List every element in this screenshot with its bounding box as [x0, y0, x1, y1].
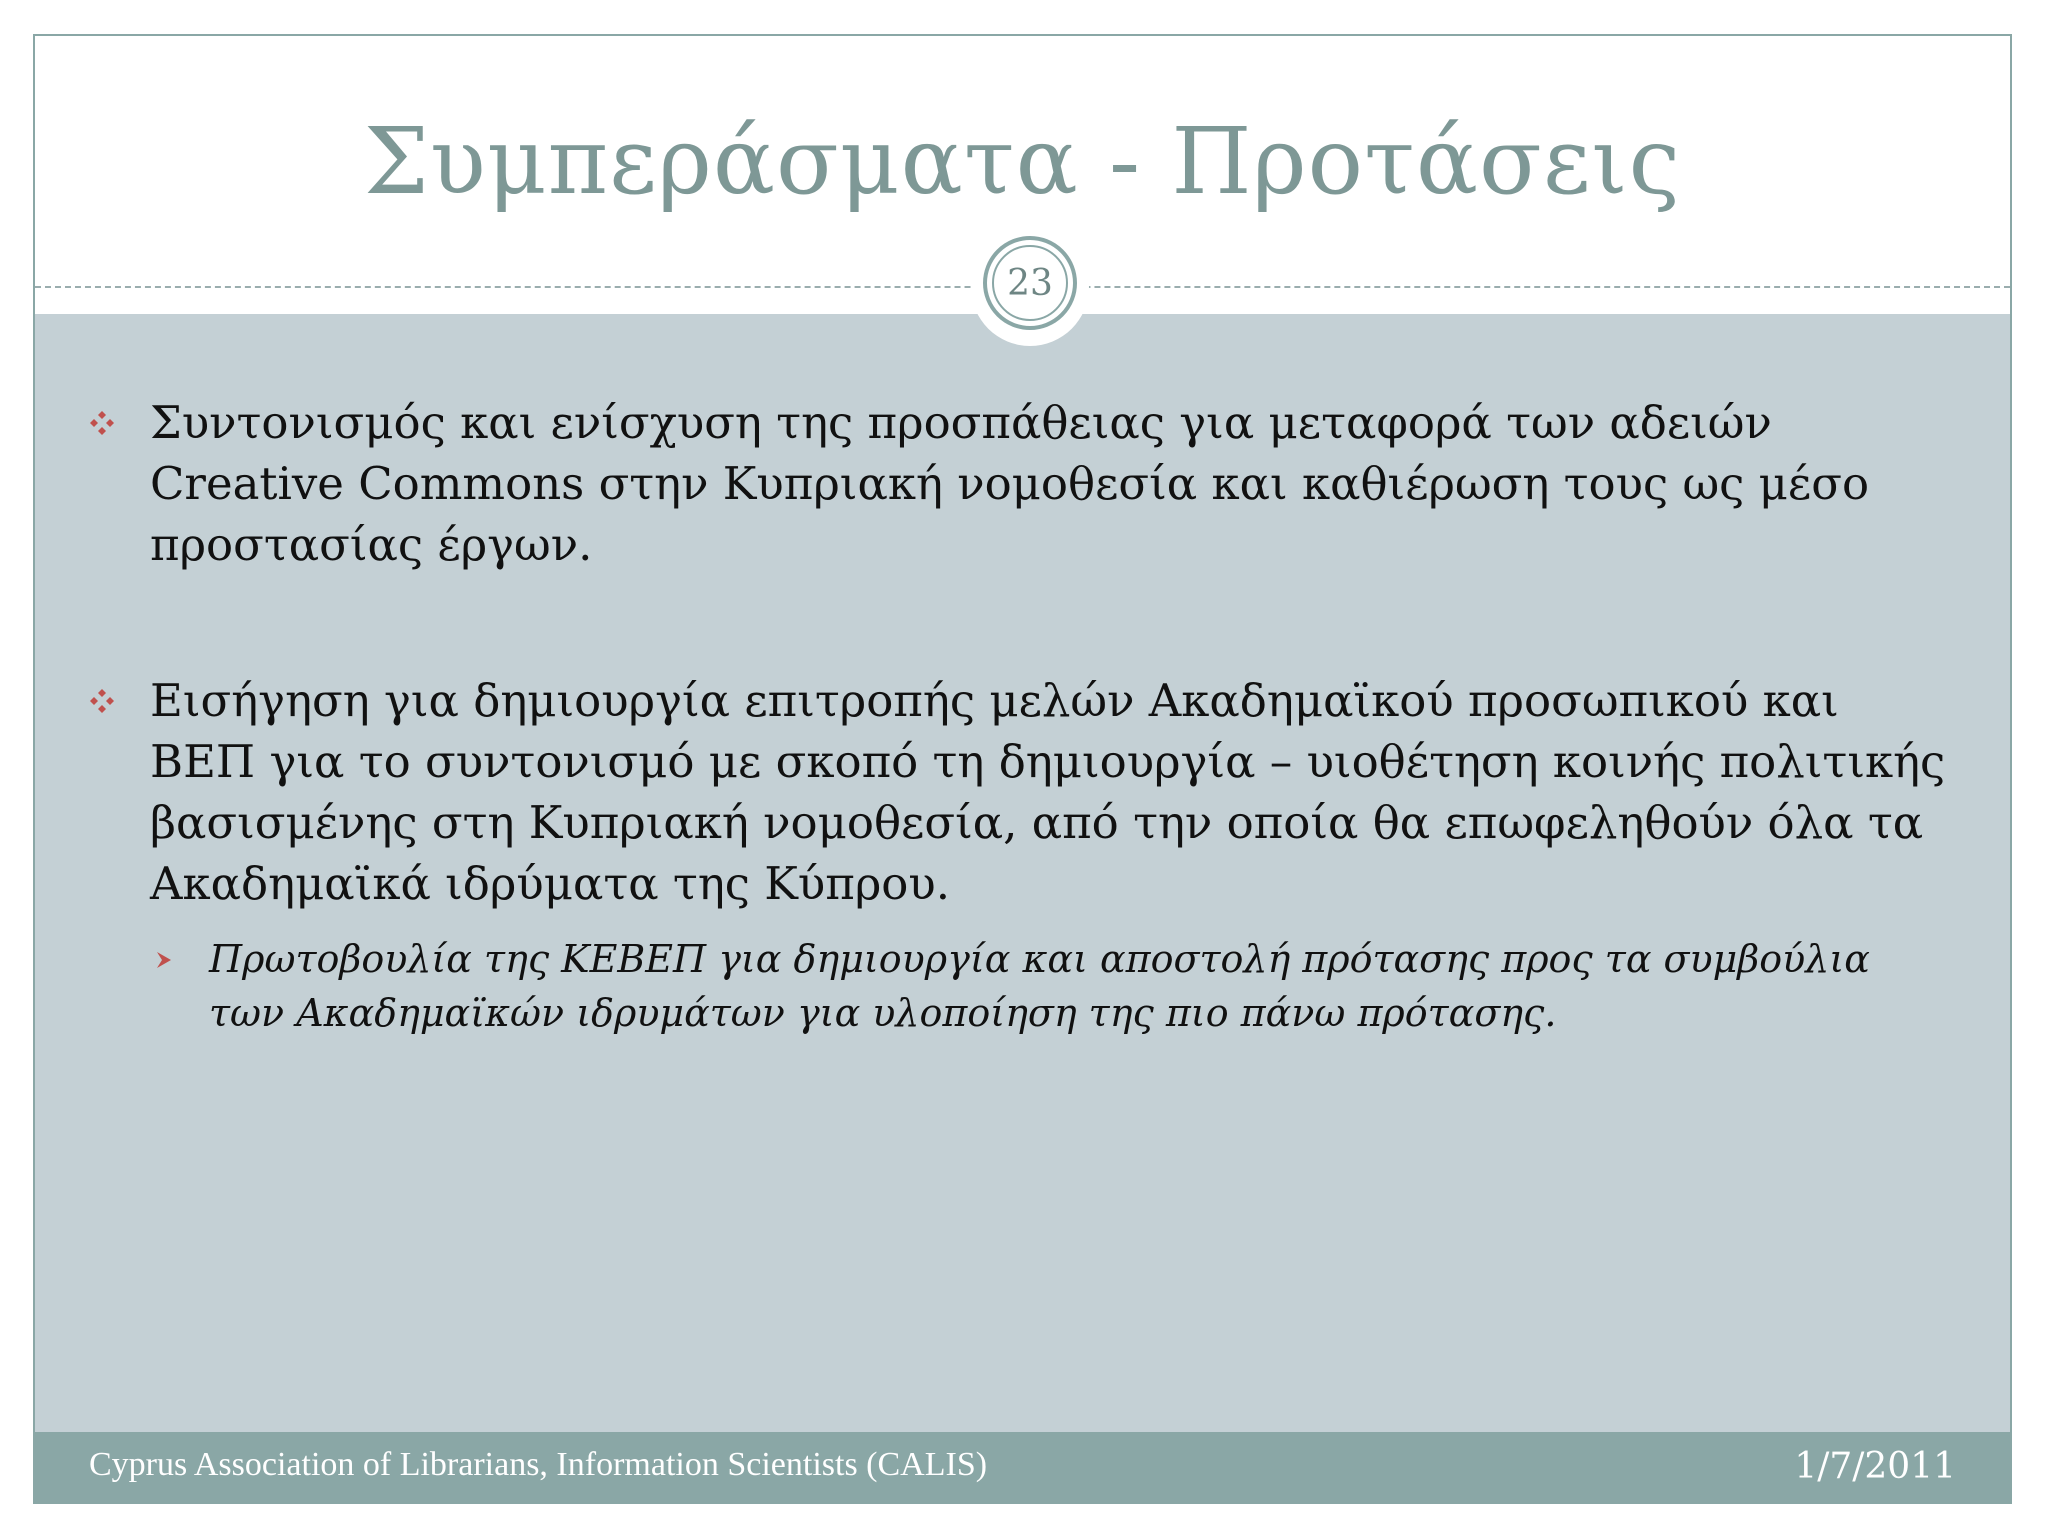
footer-date: 1/7/2011 — [1794, 1446, 1956, 1487]
slide-title: Συμπεράσματα - Προτάσεις — [363, 108, 1682, 215]
slide — [33, 34, 2012, 1504]
slide-number: 23 — [992, 245, 1068, 321]
four-diamond-bullet-icon — [89, 688, 115, 714]
footer — [35, 1432, 2010, 1504]
sub-bullet-text: Πρωτοβουλία της ΚΕΒΕΠ για δημιουργία και αποστολή πρότασης προς τα συμβούλια των Ακαδημαϊκών ιδρυμάτων για υλοποίηση της πιο πάνω πρότασης. — [209, 937, 1870, 1035]
bullet-text: Συντονισμός και ενίσχυση της προσπάθειας για μεταφορά των αδειών Creative Commons στην Κυπριακή νομοθεσία και καθιέρωση τους ως μέσο προστασίας έργων. — [150, 396, 1870, 571]
slide-number-badge — [971, 228, 1089, 346]
sub-bullet-item — [35, 932, 2010, 1040]
bullet-text: Εισήγηση για δημιουργία επιτροπής μελών Ακαδημαϊκού προσωπικού και ΒΕΠ για το συντονισμό με σκοπό τη δημιουργία – υιοθέτηση κοινής πολιτικής βασισμένης στη Κυπριακή νομοθεσία, από την οποία θα επωφεληθούν όλα τα Ακαδημαϊκά ιδρύματα της Κύπρου. — [150, 674, 1946, 910]
slide-number-ring — [983, 236, 1077, 330]
bullet-item — [35, 670, 2010, 914]
bullet-list — [35, 392, 2010, 1040]
footer-organization: Cyprus Association of Librarians, Information Scientists (CALIS) — [89, 1446, 988, 1483]
bullet-item — [35, 392, 2010, 575]
four-diamond-bullet-icon — [89, 410, 115, 436]
arrowhead-bullet-icon — [155, 950, 173, 970]
